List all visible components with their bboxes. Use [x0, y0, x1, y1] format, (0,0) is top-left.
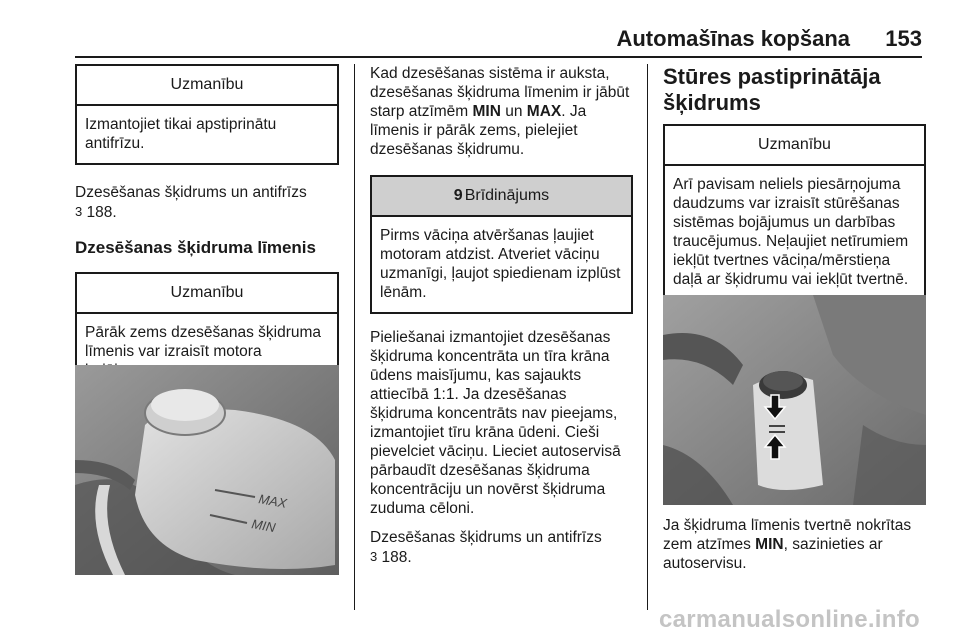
column-divider: [647, 64, 648, 610]
reference-page-link[interactable]: 188.: [381, 549, 412, 566]
site-watermark: carmanualsonline.info: [658, 606, 920, 633]
column-2: [370, 64, 633, 567]
column-3-lower: [663, 516, 926, 573]
section-title: Automašīnas kopšana: [616, 26, 850, 51]
paragraph: Kad dzesēšanas sistēma ir auksta, dzesēšanas šķidruma līmenim ir jābūt starp atzīmēm MIN un MAX. Ja līmenis ir pārāk zems, pielejiet dzesēšanas šķidrumu.: [370, 65, 630, 158]
notice-box: [75, 64, 339, 165]
column-1: [75, 64, 339, 392]
power-steering-reservoir-illustration: [663, 295, 926, 505]
reference-arrow-icon: 3: [75, 204, 83, 219]
section-heading: Stūres pastiprinātāja šķidrums: [663, 64, 881, 115]
coolant-reservoir-illustration: [75, 365, 339, 575]
coolant-reservoir-photo: [75, 365, 339, 575]
notice-title: Uzmanību: [77, 66, 337, 106]
section-heading: Dzesēšanas šķidruma līmenis: [75, 238, 316, 257]
warning-body: Pirms vāciņa atvēršanas ļaujiet motoram atdzist. Atveriet vāciņu uzmanīgi, ļaujot spiedienam izplūst lēnām.: [380, 227, 621, 301]
page-number: 153: [885, 26, 922, 51]
column-divider: [354, 64, 355, 610]
warning-box: [370, 175, 633, 314]
cross-reference: Dzesēšanas šķidrums un antifrīzs 3 188.: [370, 529, 602, 566]
column-3: [663, 64, 926, 301]
reference-arrow-icon: 3: [370, 549, 378, 564]
cross-reference: Dzesēšanas šķidrums un antifrīzs 3 188.: [75, 184, 307, 221]
reference-page-link[interactable]: 188.: [86, 204, 117, 221]
max-mark-label: MAX: [257, 491, 288, 511]
notice-body: Izmantojiet tikai apstiprinātu antifrīzu.: [85, 116, 277, 152]
paragraph: Pieliešanai izmantojiet dzesēšanas šķidruma koncentrāta un tīra krāna ūdens maisījumu, kas sajaukts attiecībā 1:1. Ja dzesēšanas šķidruma koncentrāts nav pieejams, izmantojiet tīru krāna ūdeni. Cieši pievelciet vāciņu. Lieciet autoservisā pārbaudīt dzesēšanas šķidruma koncentrāciju un novērst šķidruma zuduma cēloni.: [370, 329, 621, 517]
notice-box: [663, 124, 926, 301]
min-mark-label: MIN: [250, 516, 277, 536]
warning-title: 9 Brīdinājums: [372, 177, 631, 217]
page-header: [0, 22, 960, 62]
power-steering-reservoir-photo: [663, 295, 926, 505]
paragraph: Ja šķidruma līmenis tvertnē nokrītas zem atzīmes MIN, sazinieties ar autoservisu.: [663, 517, 912, 572]
header-rule: [75, 56, 922, 58]
notice-title: Uzmanību: [77, 274, 337, 314]
notice-title: Uzmanību: [665, 126, 924, 166]
warning-icon: 9: [453, 187, 463, 204]
notice-body: Pārāk zems dzesēšanas šķidruma līmenis var izraisīt motora: [85, 324, 322, 360]
notice-body: Arī pavisam neliels piesārņojuma daudzums var izraisīt stūrēšanas sistēmas bojājumus un darbības traucējumus. Neļaujiet netīrumiem iekļūt tvertnes vāciņa/mērstieņa daļā ar šķidrumu vai iekļūt tvertnē.: [673, 176, 909, 288]
